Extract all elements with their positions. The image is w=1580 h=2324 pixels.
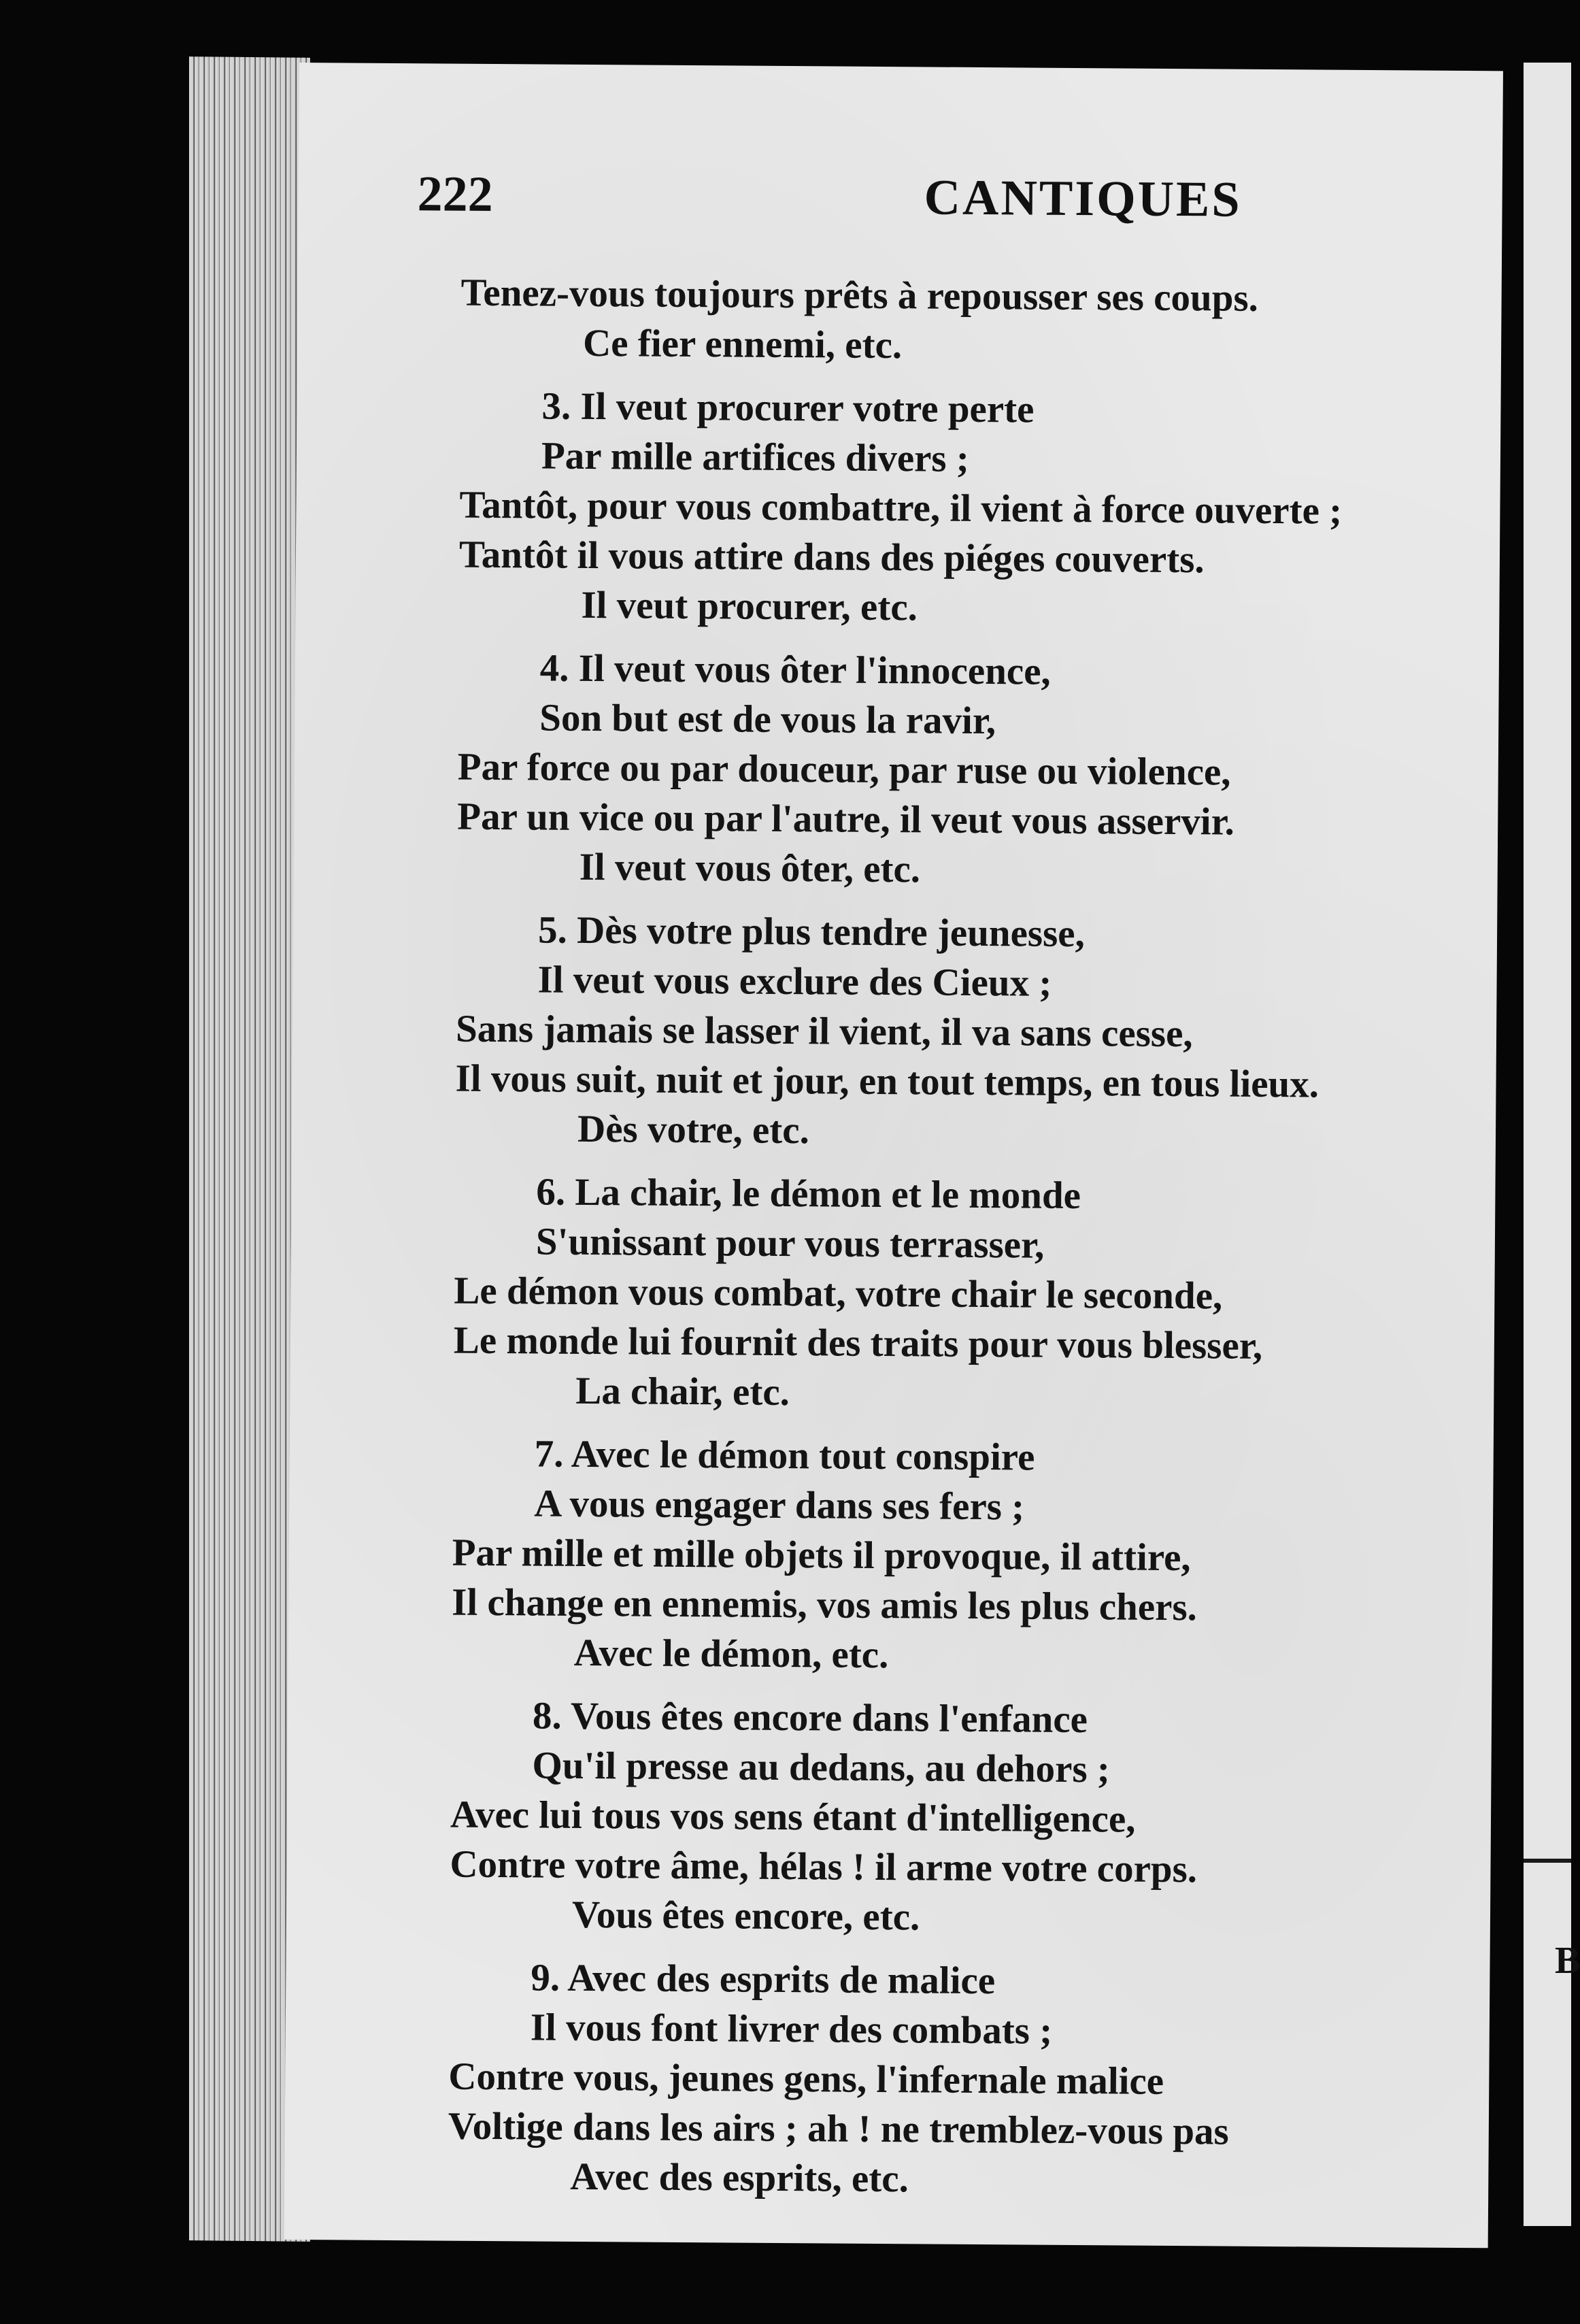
- stanza-line: 7. Avec le démon tout conspire: [534, 1432, 1035, 1479]
- page-header: [417, 165, 1465, 248]
- stanza-refrain: Il veut vous ôter, etc.: [579, 845, 921, 891]
- lead-line: Tenez-vous toujours prêts à repousser ses coups.: [460, 271, 1259, 320]
- stanza-line: Tantôt, pour vous combattre, il vient à force ouverte ;: [459, 483, 1343, 533]
- stanza-line: Le monde lui fournit des traits pour vous blesser,: [453, 1318, 1263, 1367]
- stanza-8: [443, 1691, 1479, 1946]
- facing-page-letter: B: [1555, 1940, 1580, 1982]
- stanza-line: Tantôt il vous attire dans des piéges couverts.: [458, 533, 1205, 582]
- lead-refrain: Ce fier ennemi, etc.: [582, 321, 903, 367]
- stanza-line: Contre votre âme, hélas ! il arme votre corps.: [450, 1842, 1198, 1891]
- page-number: 222: [417, 166, 493, 222]
- stanza-4: [450, 643, 1486, 899]
- stanza-line: 4. Il veut vous ôter l'innocence,: [539, 646, 1051, 693]
- stanza-line: Qu'il presse au dedans, au dehors ;: [532, 1744, 1111, 1791]
- stanza-refrain: Avec le démon, etc.: [573, 1631, 889, 1677]
- stanza-line: Par mille et mille objets il provoque, il attire,: [452, 1531, 1191, 1580]
- stanza-line: 6. La chair, le démon et le monde: [536, 1170, 1081, 1218]
- stanza-line: Il change en ennemis, vos amis les plus chers.: [451, 1580, 1198, 1629]
- stanza-line: Son but est de vous la ravir,: [539, 696, 996, 743]
- book-page: [284, 63, 1503, 2248]
- stanza-line: Sans jamais se lasser il vient, il va sans cesse,: [455, 1007, 1193, 1056]
- stanza-refrain: Vous êtes encore, etc.: [571, 1893, 920, 1939]
- stanza-refrain: Il veut procurer, etc.: [581, 583, 918, 629]
- stanza-line: Par mille artifices divers ;: [541, 434, 970, 480]
- stanza-line: 8. Vous êtes encore dans l'enfance: [532, 1694, 1088, 1742]
- stanza-line: Contre vous, jeunes gens, l'infernale malice: [448, 2055, 1164, 2103]
- stanza-line: Voltige dans les airs ; ah ! ne tremblez-vous pas: [448, 2104, 1229, 2153]
- stanza-9: [441, 1953, 1477, 2208]
- stanza-line: 9. Avec des esprits de malice: [531, 1956, 996, 2003]
- stanza-line: 3. Il veut procurer votre perte: [541, 384, 1035, 431]
- stanza-line: Il veut vous exclure des Cieux ;: [537, 958, 1052, 1005]
- stanza-line: A vous engager dans ses fers ;: [534, 1482, 1025, 1529]
- hymn-text: [441, 268, 1488, 2208]
- stanza-line: Le démon vous combat, votre chair le seconde,: [454, 1269, 1223, 1318]
- stanza-line: Il vous suit, nuit et jour, en tout temps, en tous lieux.: [455, 1057, 1320, 1106]
- stanza-6: [446, 1167, 1482, 1423]
- stanza-line: Par un vice ou par l'autre, il veut vous asservir.: [457, 795, 1235, 844]
- stanza-3: [452, 381, 1487, 637]
- stanza-line: Il vous font livrer des combats ;: [530, 2006, 1053, 2053]
- stanza-refrain: Dès votre, etc.: [577, 1107, 810, 1152]
- stanza-line: S'unissant pour vous terrasser,: [535, 1220, 1045, 1267]
- facing-page-rule: [1524, 1859, 1571, 1863]
- stanza-7: [444, 1429, 1480, 1684]
- stanza-line: Par force ou par douceur, par ruse ou violence,: [457, 745, 1231, 794]
- stanza-5: [448, 905, 1484, 1161]
- stanza-refrain: La chair, etc.: [575, 1369, 790, 1414]
- stanza-line: Avec lui tous vos sens étant d'intelligence,: [450, 1793, 1136, 1841]
- stanza-refrain: Avec des esprits, etc.: [570, 2155, 909, 2201]
- facing-page-edge: [1524, 63, 1580, 2226]
- running-title: CANTIQUES: [924, 169, 1242, 228]
- stanza-line: 5. Dès votre plus tendre jeunesse,: [537, 908, 1086, 956]
